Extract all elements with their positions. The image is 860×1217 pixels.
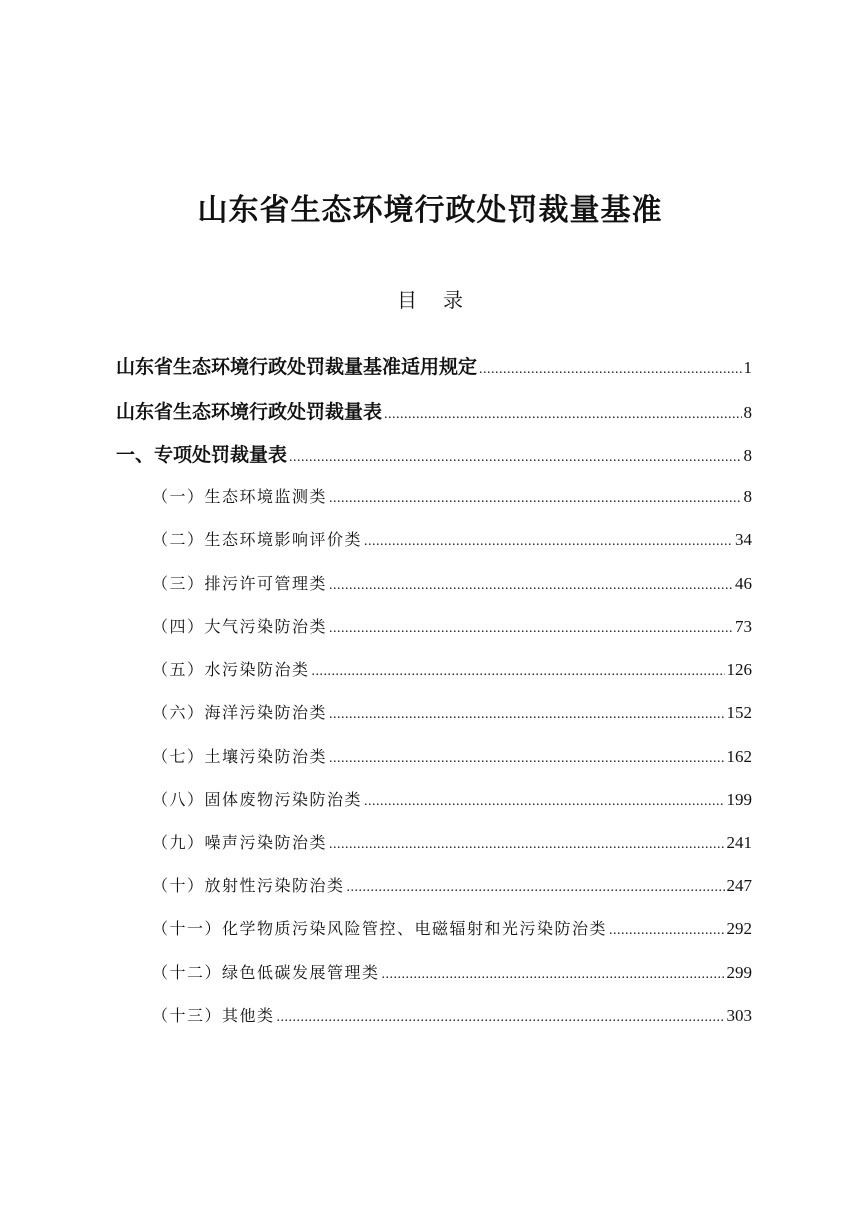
toc-entry[interactable] xyxy=(152,571,752,601)
toc-entry[interactable] xyxy=(152,960,752,990)
toc-entry[interactable] xyxy=(152,1003,752,1033)
toc-entry-page-number: 34 xyxy=(735,530,752,549)
toc-dot-leader xyxy=(364,534,733,550)
toc-entry-label: （三）排污许可管理类 xyxy=(152,574,328,593)
toc-dot-leader xyxy=(609,923,724,939)
toc-dot-leader xyxy=(329,621,733,637)
toc-entry[interactable] xyxy=(152,830,752,860)
toc-entry[interactable] xyxy=(152,700,752,730)
toc-entry-page-number: 46 xyxy=(735,574,752,593)
toc-entry-page-number: 241 xyxy=(726,833,752,852)
toc-entry-label: 山东省生态环境行政处罚裁量表 xyxy=(116,401,383,423)
toc-entry-label: （十二）绿色低碳发展管理类 xyxy=(152,963,380,982)
toc-entry-label: （十）放射性污染防治类 xyxy=(152,876,345,895)
toc-entry[interactable] xyxy=(152,916,752,946)
toc-entry-label: （八）固体废物污染防治类 xyxy=(152,790,363,809)
toc-entry-page-number: 162 xyxy=(726,747,752,766)
toc-entry[interactable] xyxy=(152,787,752,817)
toc-entry-label: （二）生态环境影响评价类 xyxy=(152,530,363,549)
toc-entry-page-number: 1 xyxy=(743,358,752,377)
toc-entry-page-number: 8 xyxy=(743,446,752,465)
toc-entry-label: （一）生态环境监测类 xyxy=(152,487,328,506)
toc-dot-leader xyxy=(277,1010,725,1026)
toc-entry-label: 一、专项处罚裁量表 xyxy=(116,444,288,466)
toc-entry-label: （四）大气污染防治类 xyxy=(152,617,328,636)
toc-entry-label: （六）海洋污染防治类 xyxy=(152,703,328,722)
toc-dot-leader xyxy=(312,664,725,680)
toc-dot-leader xyxy=(329,837,724,853)
toc-entry-page-number: 152 xyxy=(726,703,752,722)
toc-dot-leader xyxy=(329,578,733,594)
toc-entry-label: （七）土壤污染防治类 xyxy=(152,747,328,766)
toc-dot-leader xyxy=(329,751,724,767)
toc-entry-label: 山东省生态环境行政处罚裁量基准适用规定 xyxy=(116,356,478,378)
toc-entry[interactable] xyxy=(152,744,752,774)
toc-dot-leader xyxy=(479,362,741,378)
toc-dot-leader xyxy=(329,491,741,507)
toc-entry[interactable] xyxy=(152,873,752,903)
toc-entry[interactable] xyxy=(116,440,752,470)
toc-entry-label: （十一）化学物质污染风险管控、电磁辐射和光污染防治类 xyxy=(152,919,608,938)
toc-dot-leader xyxy=(382,967,725,983)
document-title: 山东省生态环境行政处罚裁量基准 xyxy=(197,193,663,228)
toc-entry-page-number: 299 xyxy=(726,963,752,982)
toc-heading-char-1: 目 xyxy=(397,288,417,312)
toc-entry-page-number: 8 xyxy=(743,403,752,422)
toc-dot-leader xyxy=(364,794,724,810)
toc-dot-leader xyxy=(384,407,741,423)
toc-entry-page-number: 126 xyxy=(726,660,752,679)
toc-heading-char-2: 录 xyxy=(443,288,463,312)
toc-entry[interactable] xyxy=(116,352,752,382)
toc-entry[interactable] xyxy=(152,657,752,687)
toc-entry-page-number: 292 xyxy=(726,919,752,938)
toc-entry-page-number: 199 xyxy=(726,790,752,809)
toc-entry-label: （九）噪声污染防治类 xyxy=(152,833,328,852)
toc-entry-page-number: 303 xyxy=(726,1006,752,1025)
toc-entry[interactable] xyxy=(152,614,752,644)
toc-entry[interactable] xyxy=(116,397,752,427)
toc-entry-label: （十三）其他类 xyxy=(152,1006,275,1025)
toc-entry[interactable] xyxy=(152,484,752,514)
toc-dot-leader xyxy=(329,707,724,723)
toc-dot-leader xyxy=(289,450,741,466)
toc-entry-page-number: 8 xyxy=(743,487,752,506)
toc-entry[interactable] xyxy=(152,527,752,557)
toc-entry-page-number: 73 xyxy=(735,617,752,636)
toc-entry-page-number: 247 xyxy=(726,876,752,895)
toc-dot-leader xyxy=(347,880,725,896)
toc-entry-label: （五）水污染防治类 xyxy=(152,660,310,679)
